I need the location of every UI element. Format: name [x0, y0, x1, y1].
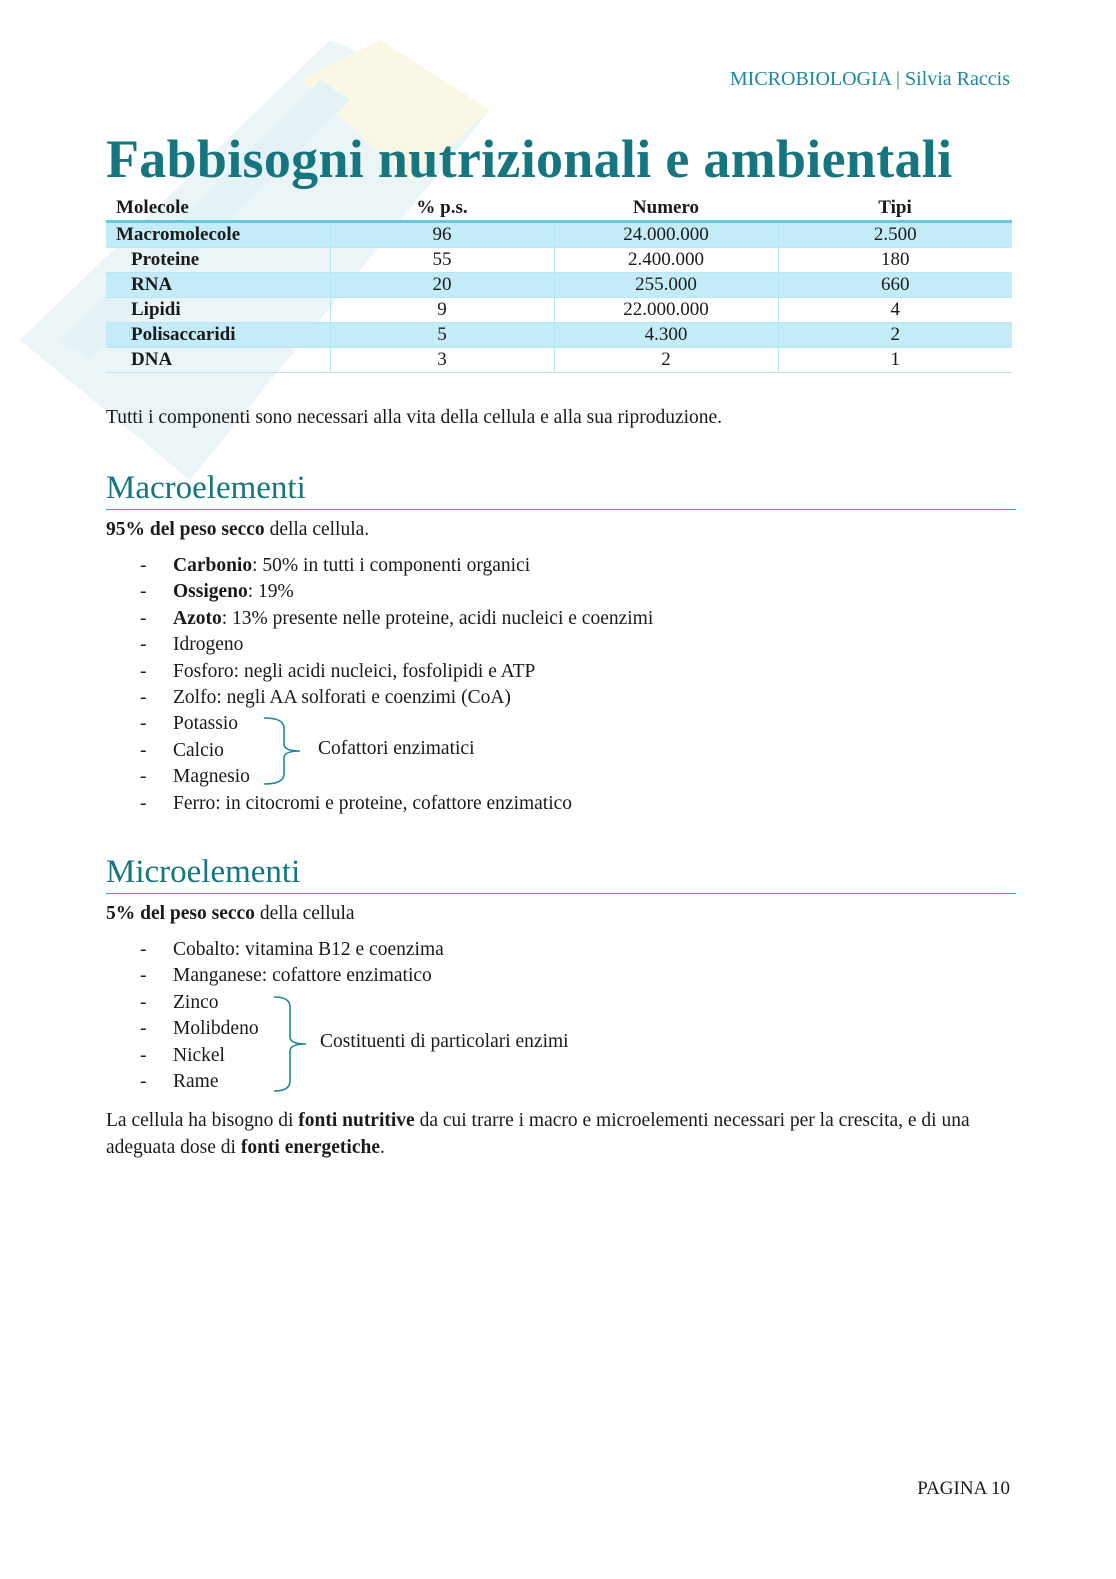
list-item: - Ferro: in citocromi e proteine, cofattore enzimatico — [140, 792, 573, 814]
table-cell: 2.400.000 — [554, 248, 778, 273]
column-header: % p.s. — [330, 196, 554, 222]
table-cell: 1 — [778, 348, 1012, 373]
column-header: Tipi — [778, 196, 1012, 222]
micro-lead — [106, 900, 1016, 927]
table-row — [106, 273, 1012, 298]
table-cell: 255.000 — [554, 273, 778, 298]
table-row — [106, 323, 1012, 348]
table-cell: 2 — [554, 348, 778, 373]
list-item-text: : 19% — [247, 581, 294, 603]
column-header: Molecole — [106, 196, 330, 222]
macro-lead-bold: 95% del peso secco — [106, 519, 265, 540]
list-item: - Manganese: cofattore enzimatico — [140, 965, 432, 987]
table-cell: 2.500 — [778, 222, 1012, 248]
table-cell: RNA — [106, 273, 330, 298]
table-row — [106, 248, 1012, 273]
table-cell: 96 — [330, 222, 554, 248]
list-item-text: Zinco — [173, 991, 219, 1013]
table-cell: 3 — [330, 348, 554, 373]
section-title-macroelementi: Macroelementi — [106, 470, 1016, 510]
closing-text: . — [380, 1137, 385, 1158]
list-item: - Idrogeno — [140, 634, 244, 656]
closing-text: La cellula ha bisogno di — [106, 1110, 299, 1131]
list-item-text: Magnesio — [173, 766, 250, 788]
table-cell: Polisaccaridi — [106, 323, 330, 348]
macro-lead-text: della cellula. — [264, 519, 370, 540]
list-item: - Magnesio — [140, 766, 250, 788]
table-cell: Macromolecole — [106, 222, 330, 248]
table-cell: 4 — [778, 298, 1012, 323]
closing-paragraph — [106, 1107, 1016, 1161]
list-item-text: Rame — [173, 1070, 219, 1092]
macro-list — [140, 553, 653, 817]
list-item-text: Cobalto: vitamina B12 e coenzima — [173, 939, 444, 960]
list-item: - Rame — [140, 1070, 219, 1092]
table-header-row — [106, 196, 1012, 222]
list-item: - Cobalto: vitamina B12 e coenzima — [140, 939, 444, 960]
list-item-text: Ferro: in citocromi e proteine, cofattore enzimatico — [173, 792, 573, 814]
table-cell: 20 — [330, 273, 554, 298]
list-item: - Fosforo: negli acidi nucleici, fosfolipidi e ATP — [140, 660, 536, 682]
table-row — [106, 222, 1012, 248]
closing-bold: fonti nutritive — [298, 1110, 415, 1131]
list-item-text: Nickel — [173, 1044, 225, 1066]
page-title: Fabbisogni nutrizionali e ambientali — [106, 129, 953, 189]
running-head: MICROBIOLOGIA | Silvia Raccis — [729, 68, 1010, 90]
list-item-text: : 13% presente nelle proteine, acidi nucleici e coenzimi — [221, 607, 654, 629]
table-cell: 55 — [330, 248, 554, 273]
list-item: - Carbonio: 50% in tutti i componenti organici — [140, 555, 531, 576]
page-number: PAGINA 10 — [917, 1478, 1010, 1499]
micro-lead-bold: 5% del peso secco — [106, 903, 255, 924]
table-cell: 2 — [778, 323, 1012, 348]
list-item: - Potassio — [140, 713, 239, 735]
table-cell: 22.000.000 — [554, 298, 778, 323]
table-cell: 4.300 — [554, 323, 778, 348]
table-cell: 180 — [778, 248, 1012, 273]
brace-label-costituenti: Costituenti di particolari enzimi — [320, 1031, 569, 1052]
table-row — [106, 298, 1012, 323]
list-item: - Azoto: 13% presente nelle proteine, acidi nucleici e coenzimi — [140, 607, 654, 629]
list-item: - Calcio — [140, 739, 224, 761]
list-item: - Nickel — [140, 1044, 225, 1066]
list-item-text: Manganese: cofattore enzimatico — [173, 965, 432, 987]
table-cell: DNA — [106, 348, 330, 373]
list-item-bold: Carbonio — [173, 555, 253, 576]
list-item: - Zinco — [140, 991, 219, 1013]
list-item-text: Zolfo: negli AA solforati e coenzimi (CoA) — [173, 686, 511, 708]
list-item: - Ossigeno: 19% — [140, 581, 294, 603]
list-item-text: Calcio — [173, 739, 224, 761]
list-item-text: Idrogeno — [173, 634, 244, 656]
table-cell: 24.000.000 — [554, 222, 778, 248]
molecules-table — [106, 196, 1012, 373]
table-cell: 660 — [778, 273, 1012, 298]
intro-paragraph: Tutti i componenti sono necessari alla vita della cellula e alla sua riproduzione. — [106, 407, 723, 428]
list-item-bold: Azoto — [173, 607, 222, 629]
micro-lead-text: della cellula — [254, 903, 355, 924]
closing-text: da cui trarre i macro e microelementi necessari per la crescita, e di una adeguata dose di — [106, 1110, 970, 1158]
macro-lead — [106, 516, 1016, 543]
list-item: - Zolfo: negli AA solforati e coenzimi (CoA) — [140, 686, 511, 708]
closing-bold: fonti energetiche — [240, 1137, 380, 1158]
table-cell: 5 — [330, 323, 554, 348]
brace-label-cofattori: Cofattori enzimatici — [318, 738, 475, 759]
list-item-text: Fosforo: negli acidi nucleici, fosfolipidi e ATP — [173, 660, 536, 682]
table-row — [106, 348, 1012, 373]
list-item-text: : 50% in tutti i componenti organici — [252, 555, 531, 576]
table-cell: Proteine — [106, 248, 330, 273]
section-title-microelementi: Microelementi — [106, 854, 1016, 894]
table-cell: Lipidi — [106, 298, 330, 323]
list-item: - Molibdeno — [140, 1018, 259, 1040]
list-item-text: Molibdeno — [173, 1018, 259, 1040]
list-item-text: Potassio — [173, 713, 239, 735]
list-item-bold: Ossigeno — [173, 581, 248, 603]
table-cell: 9 — [330, 298, 554, 323]
brace-icon — [262, 716, 306, 786]
brace-icon — [272, 995, 312, 1093]
column-header: Numero — [554, 196, 778, 222]
